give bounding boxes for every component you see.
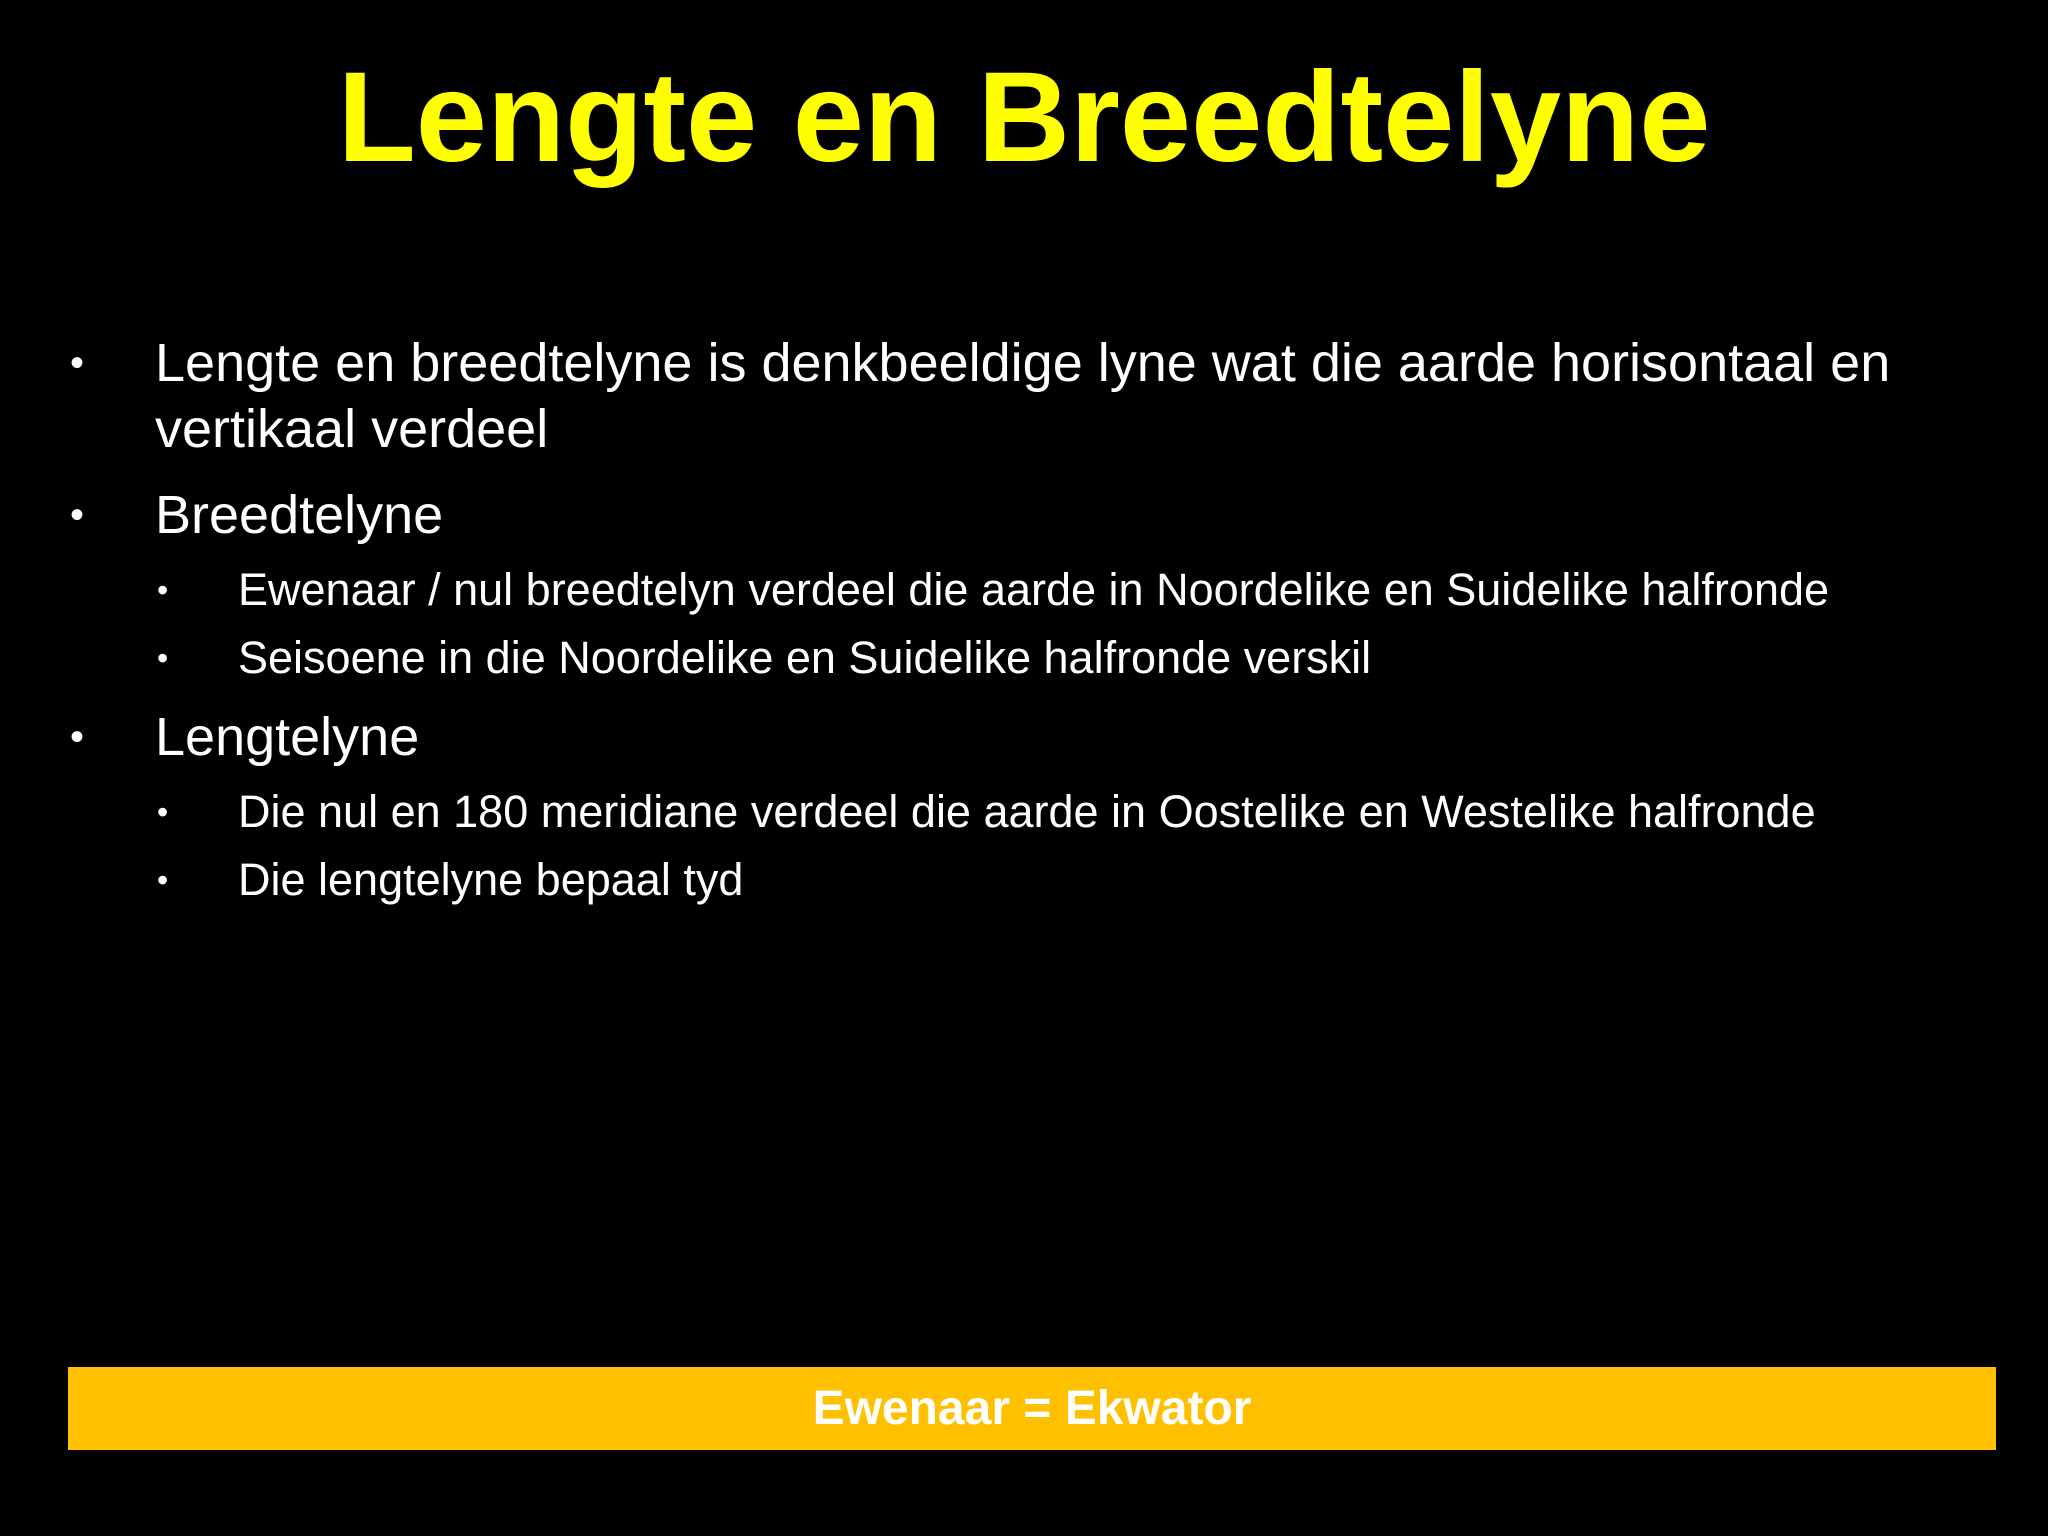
sub-bullet-item — [70, 562, 1970, 618]
bullet-text: Breedtelyne — [155, 485, 444, 545]
sub-bullet-item — [70, 852, 1970, 908]
sub-bullet-item — [70, 630, 1970, 686]
bullet-item — [70, 330, 1970, 462]
banner-text: Ewenaar = Ekwator — [812, 1382, 1252, 1435]
sub-bullet-icon: • — [157, 640, 169, 676]
bullet-item — [70, 704, 1970, 770]
sub-bullet-icon: • — [157, 572, 169, 608]
bullet-text: Lengtelyne — [155, 707, 420, 767]
sub-bullet-icon: • — [157, 794, 169, 830]
sub-bullet-list — [70, 784, 1970, 908]
bullet-list — [70, 330, 1970, 926]
bullet-text: Lengte en breedtelyne is denkbeeldige lyne wat die aarde horisontaal en vertikaal verdeel — [155, 333, 1891, 459]
sub-bullet-text: Seisoene in die Noordelike en Suidelike halfronde verskil — [238, 632, 1372, 683]
bullet-icon: • — [70, 341, 85, 385]
sub-bullet-text: Die lengtelyne bepaal tyd — [238, 854, 744, 905]
sub-bullet-text: Ewenaar / nul breedtelyn verdeel die aarde in Noordelike en Suidelike halfronde — [238, 564, 1830, 615]
bullet-icon: • — [70, 715, 85, 759]
bullet-icon: • — [70, 493, 85, 537]
footer-banner — [68, 1367, 1996, 1450]
sub-bullet-item — [70, 784, 1970, 840]
slide-title: Lengte en Breedtelyne — [337, 46, 1711, 189]
bullet-item — [70, 482, 1970, 548]
sub-bullet-text: Die nul en 180 meridiane verdeel die aarde in Oostelike en Westelike halfronde — [238, 786, 1816, 837]
sub-bullet-list — [70, 562, 1970, 686]
sub-bullet-icon: • — [157, 862, 169, 898]
